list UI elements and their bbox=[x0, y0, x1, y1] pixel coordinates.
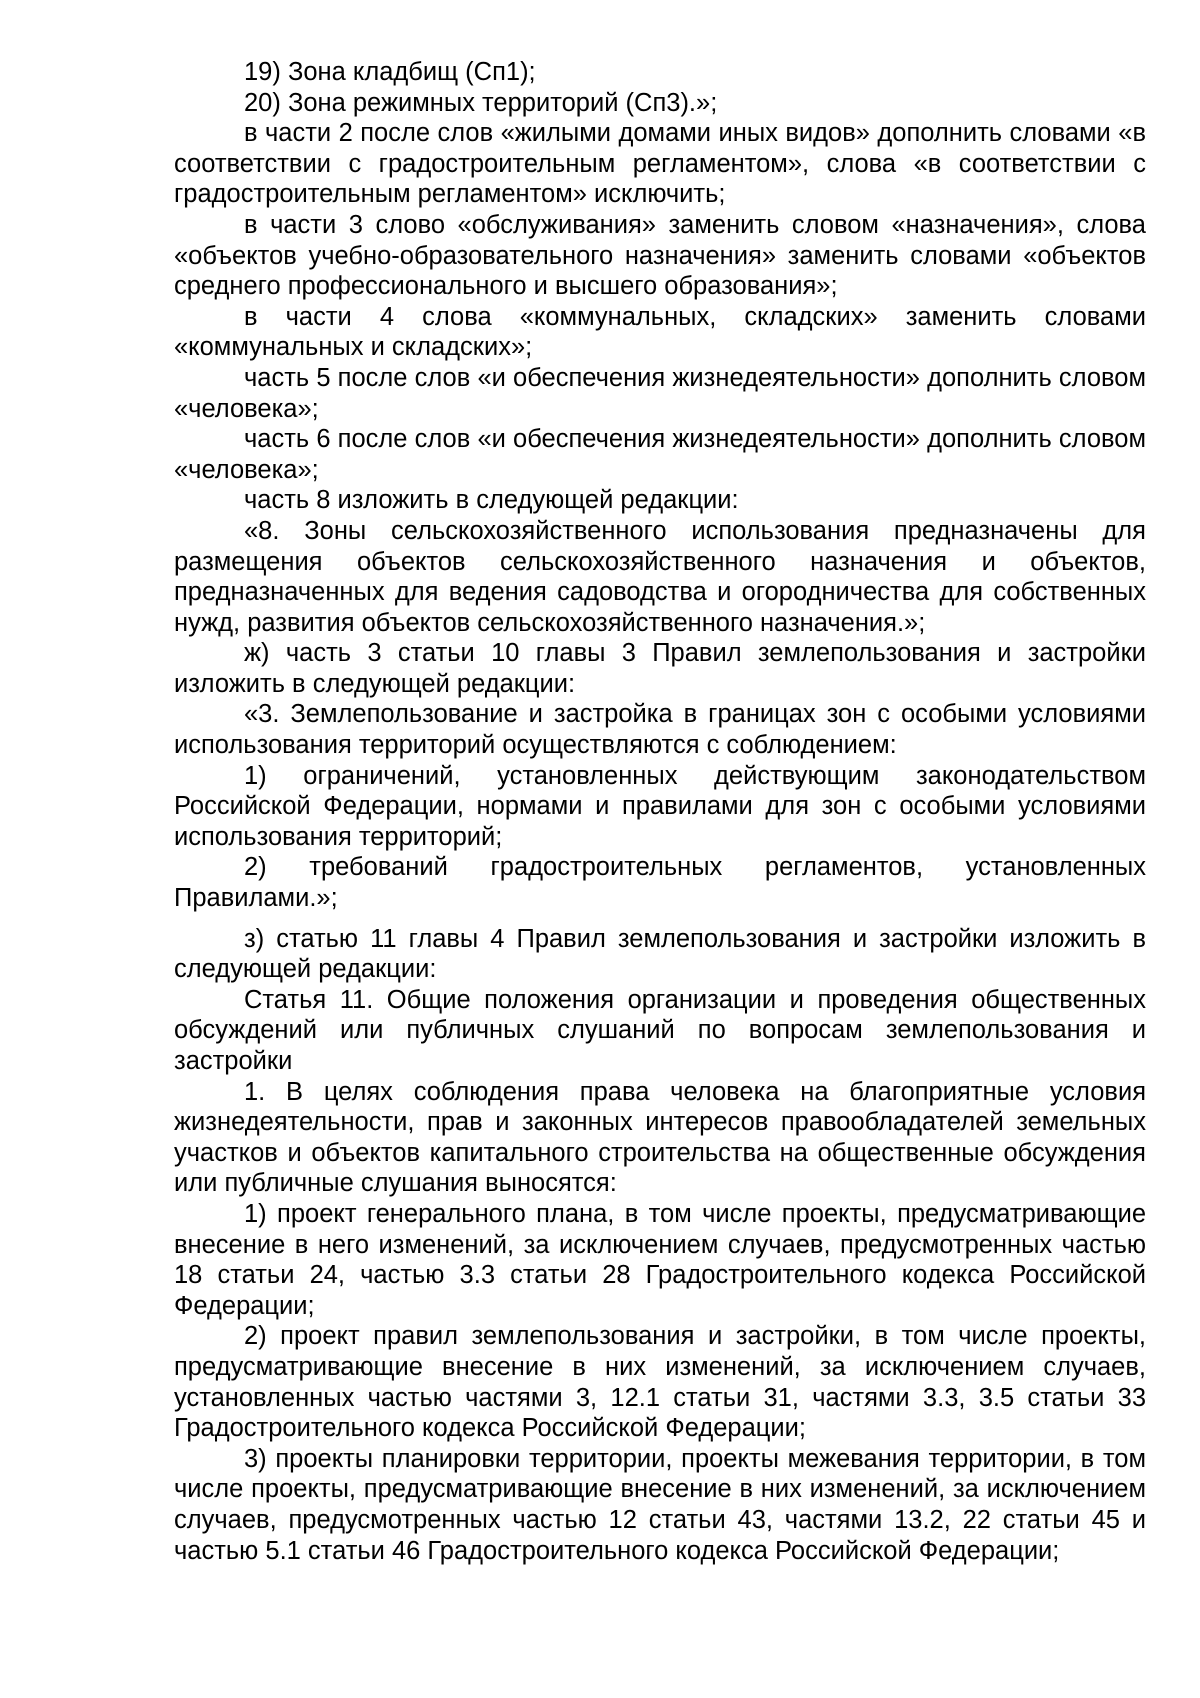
paragraph-part-8-intro: часть 8 изложить в следующей редакции: bbox=[244, 486, 739, 515]
paragraph-zone-regime-territories: 20) Зона режимных территорий (Сп3).»; bbox=[244, 88, 718, 117]
paragraph-requirements: 2) требований градостроительных регламентов, установленных Правилами.»; bbox=[174, 853, 1146, 913]
paragraph-part-8-text: «8. Зоны сельскохозяйственного использования предназначены для размещения объектов сельскохозяйственного назначения и объектов, предназначенных для ведения садоводства и огородничества для собственных нужд, развития объектов сельскохозяйственного назначения.»; bbox=[174, 516, 1146, 637]
paragraph-land-use-rules: 2) проект правил землепользования и застройки, в том числе проекты, предусматривающие внесение в них изменений, за исключением случаев, установленных частью частями 3, 12.1 статьи 31, частями 3.3, 3.5 статьи 33 Градостроительного кодекса Российской Федерации; bbox=[174, 1322, 1146, 1443]
article-11-heading: Статья 11. Общие положения организации и проведения общественных обсуждений или публичных слушаний по вопросам землепользования и застройки bbox=[174, 985, 1146, 1075]
paragraph-article-11-part-1: 1. В целях соблюдения права человека на благоприятные условия жизнедеятельности, прав и законных интересов правообладателей земельных участков и объектов капитального строительства на общественные обсуждения или публичные слушания выносятся: bbox=[174, 1077, 1146, 1198]
paragraph-part-6-amendment: часть 6 после слов «и обеспечения жизнедеятельности» дополнить словом «человека»; bbox=[174, 425, 1146, 484]
paragraph-planning-projects: 3) проекты планировки территории, проекты межевания территории, в том числе проекты, предусматривающие внесение в них изменений, за исключением случаев, предусмотренных частью 12 статьи 43, частями 13.2, 22 статьи 45 и частью 5.1 статьи 46 Градостроительного кодекса Российской Федерации; bbox=[174, 1444, 1146, 1565]
paragraph-part-5-amendment: часть 5 после слов «и обеспечения жизнедеятельности» дополнить словом «человека»; bbox=[174, 363, 1146, 423]
paragraph-item-zh: ж) часть 3 статьи 10 главы 3 Правил землепользования и застройки изложить в следующей редакции: bbox=[174, 639, 1146, 698]
paragraph-item-z: з) статью 11 главы 4 Правил землепользования и застройки изложить в следующей редакции: bbox=[174, 924, 1146, 984]
paragraph-general-plan: 1) проект генерального плана, в том числе проекты, предусматривающие внесение в него изменений, за исключением случаев, предусмотренных частью 18 статьи 24, частью 3.3 статьи 28 Градостроительного кодекса Российской Федерации; bbox=[174, 1199, 1146, 1320]
paragraph-part-4-amendment: в части 4 слова «коммунальных, складских» заменить словами «коммунальных и складских»; bbox=[174, 302, 1146, 362]
paragraph-part-3-amendment: в части 3 слово «обслуживания» заменить словом «назначения», слова «объектов учебно-образовательного назначения» заменить словами «объектов среднего профессионального и высшего образования»; bbox=[174, 210, 1146, 301]
paragraph-restrictions: 1) ограничений, установленных действующим законодательством Российской Федерации, нормами и правилами для зон с особыми условиями использования территорий; bbox=[174, 761, 1146, 851]
paragraph-zone-cemeteries: 19) Зона кладбищ (Сп1); bbox=[244, 58, 536, 86]
paragraph-article-10-part-3: «3. Землепользование и застройка в границах зон с особыми условиями использования территорий осуществляются с соблюдением: bbox=[174, 700, 1146, 760]
paragraph-part-2-amendment: в части 2 после слов «жилыми домами иных видов» дополнить словами «в соответствии с градостроительным регламентом», слова «в соответствии с градостроительным регламентом» исключить; bbox=[174, 119, 1146, 209]
document-body bbox=[174, 57, 1146, 1566]
